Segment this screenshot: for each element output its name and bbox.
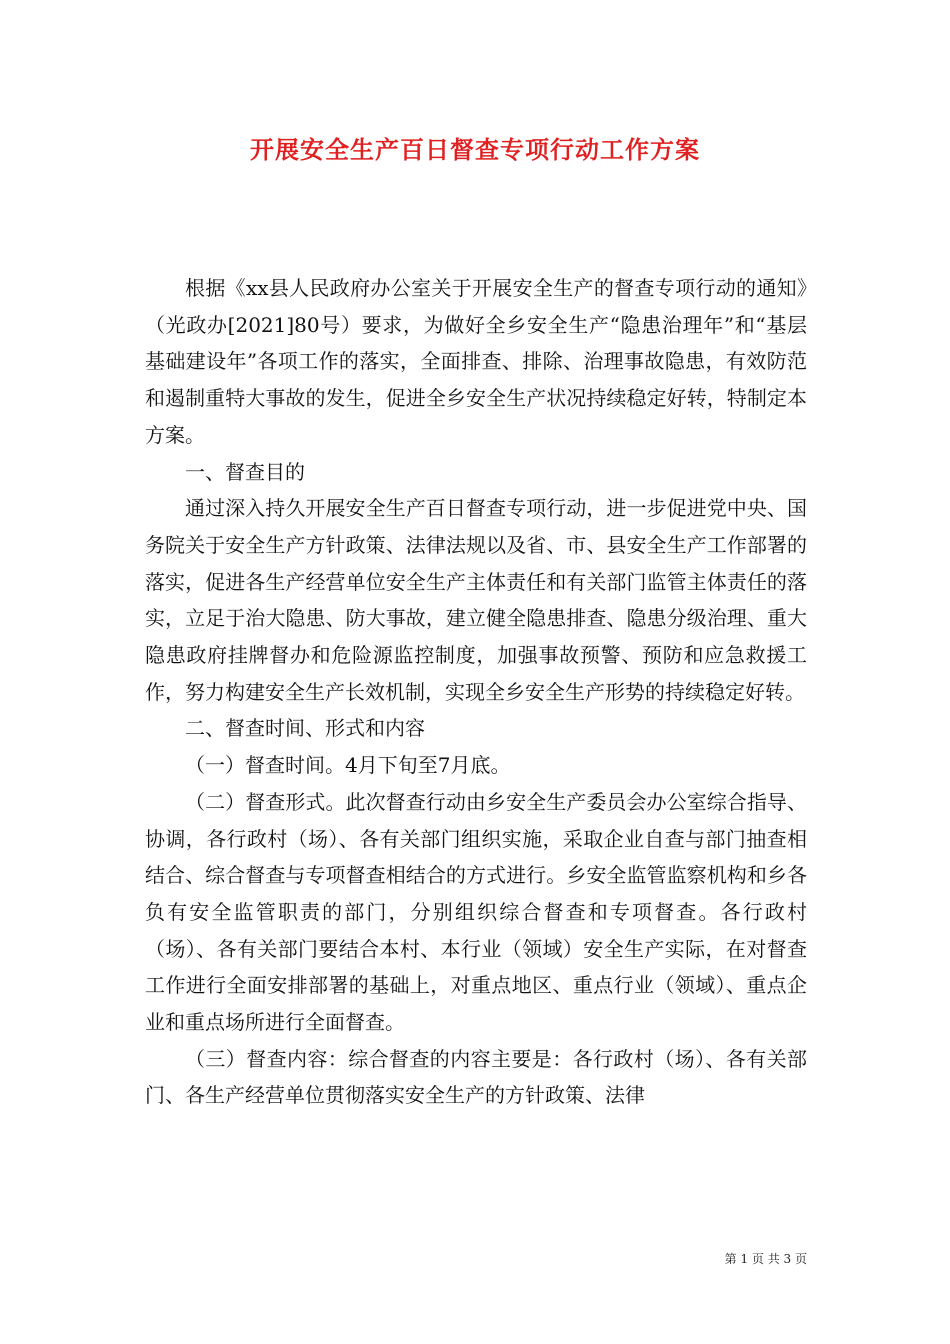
- paragraph-purpose: 通过深入持久开展安全生产百日督查专项行动，进一步促进党中央、国务院关于安全生产方针政策、法律法规以及省、市、县安全生产工作部署的落实，促进各生产经营单位安全生产主体责任和有关部门监管主体责任的落实，立足于治大隐患、防大事故，建立健全隐患排查、隐患分级治理、重大隐患政府挂牌督办和危险源监控制度，加强事故预警、预防和应急救援工作，努力构建安全生产长效机制，实现全乡安全生产形势的持续稳定好转。: [145, 496, 807, 704]
- section-heading-time-form-content: 二、督查时间、形式和内容: [185, 716, 425, 741]
- page-number: 第 1 页 共 3 页: [724, 1252, 807, 1266]
- paragraph-form: （二）督查形式。此次督查行动由乡安全生产委员会办公室综合指导、协调，各行政村（场）、各有关部门组织实施，采取企业自查与部门抽查相结合、综合督查与专项督查相结合的方式进行。乡安全监管监察机构和乡各负有安全监管职责的部门，分别组织综合督查和专项督查。各行政村（场）、各有关部门要结合本村、本行业（领域）安全生产实际，在对督查工作进行全面安排部署的基础上，对重点地区、重点行业（领域）、重点企业和重点场所进行全面督查。: [145, 789, 807, 1035]
- paragraph-intro: 根据《xx县人民政府办公室关于开展安全生产的督查专项行动的通知》（光政办[2021]80号）要求，为做好全乡安全生产“隐患治理年”和“基层基础建设年”各项工作的落实，全面排查、排除、治理事故隐患，有效防范和遏制重特大事故的发生，促进全乡安全生产状况持续稳定好转，特制定本方案。: [145, 276, 807, 447]
- document-title: 开展安全生产百日督查专项行动工作方案: [250, 135, 700, 164]
- section-heading-purpose: 一、督查目的: [185, 459, 305, 484]
- paragraph-content: （三）督查内容：综合督查的内容主要是：各行政村（场）、各有关部门、各生产经营单位贯彻落实安全生产的方针政策、法律: [145, 1046, 807, 1108]
- document-body: [145, 270, 807, 1114]
- paragraph-time: （一）督查时间。4月下旬至7月底。: [185, 753, 511, 778]
